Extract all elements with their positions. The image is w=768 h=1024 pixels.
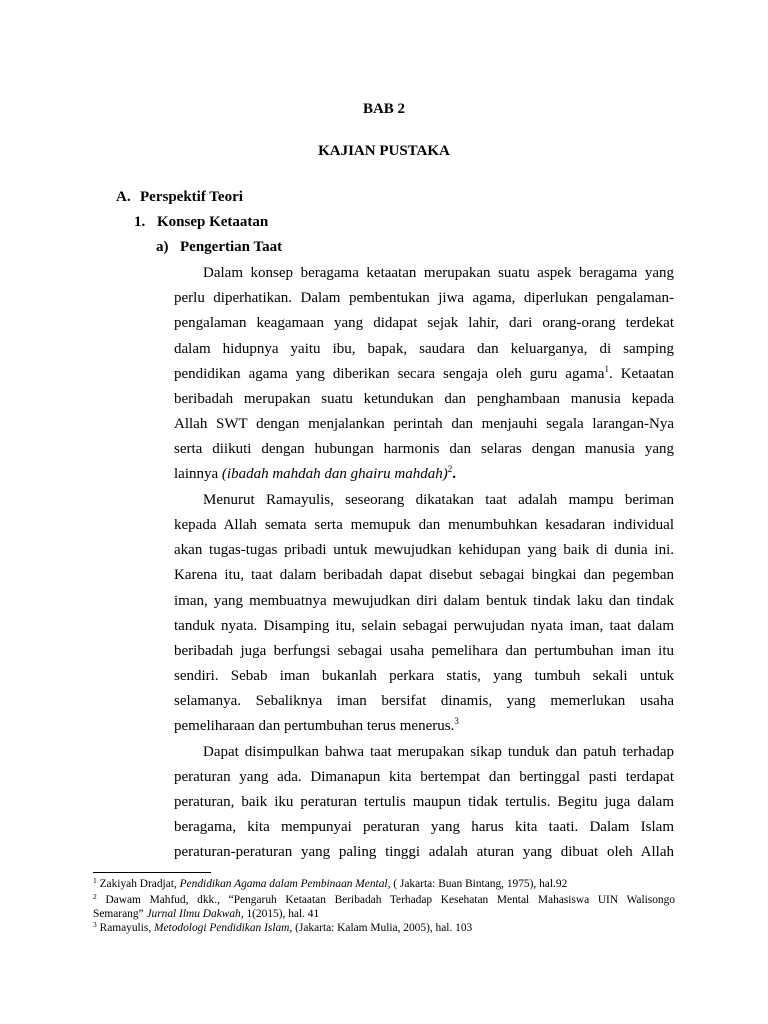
footnote-divider (93, 872, 211, 873)
text-line: Dapat disimpulkan bahwa taat merupakan sikap tunduk dan patuh terhadap (203, 744, 674, 760)
footnote-1: $^1$ Zakiyah Dradjat, Pendidikan Agama dalam Pembinaan Mental, ( Jakarta: Buan Bintang, 1975), hal.92 (93, 876, 568, 890)
text-line: pendidikan agama yang diberikan secara sengaja oleh guru agama$^1$. Ketaatan (174, 364, 674, 382)
text-line: tanduk nyata. Disamping itu, selain sebagai perwujudan nyata iman, taat dalam (174, 618, 674, 634)
subsection-label: 1. (134, 214, 146, 230)
text-line: Menurut Ramayulis, seseorang dikatakan taat adalah mampu beriman (203, 492, 674, 508)
text-line: peraturan, baik iku peraturan tertulis maupun tidak tertulis. Begitu juga dalam (174, 794, 674, 810)
text-line: beribadah juga berfungsi sebagai usaha pemelihara dan pertumbuhan iman itu (174, 643, 674, 659)
text-line: beragama, kita mempunyai peraturan yang harus kita taati. Dalam Islam (174, 819, 674, 835)
footnote-2-continued: Semarang” Jurnal Ilmu Dakwah, 1(2015), hal. 41 (93, 908, 320, 920)
text-line: perlu diperhatikan. Dalam pembentukan jiwa agama, diperlukan pengalaman- (174, 290, 674, 306)
text-line: selamanya. Sebaliknya iman bersifat dinamis, yang memerlukan usaha (174, 693, 674, 709)
chapter-heading: BAB 2 (362, 101, 406, 117)
text-line: lainnya (ibadah mahdah dan ghairu mahdah)$^2$. (174, 464, 456, 482)
subsection-heading-1 (134, 214, 268, 231)
text-line: sendiri. Sebab iman bukanlah perkara statis, yang tumbuh sekali untuk (174, 668, 674, 684)
chapter-title: KAJIAN PUSTAKA (318, 143, 450, 159)
text-line: beribadah merupakan suatu ketundukan dan penghambaan manusia kepada (174, 391, 674, 407)
text-line: dalam hidupnya yaitu ibu, bapak, saudara dan keluarganya, di samping (174, 341, 674, 357)
subsubsection-heading-a (156, 239, 282, 256)
text-line: Dalam konsep beragama ketaatan merupakan suatu aspek beragama yang (203, 265, 674, 281)
section-title: Perspektif Teori (140, 189, 243, 205)
text-line: Karena itu, taat dalam beribadah dapat disebut sebagai bingkai dan pegemban (174, 567, 674, 583)
section-label: A. (116, 189, 131, 205)
text-line: Allah SWT dengan menjalankan perintah dan menjauhi segala larangan-Nya (174, 416, 674, 432)
footnote-ref: 2 (447, 464, 453, 474)
subsubsection-label: a) (156, 239, 169, 255)
text-line: pengalaman keagamaan yang didapat sejak lahir, dari orang-orang terdekat (174, 315, 674, 331)
footnote-2: $^2$ Dawam Mahfud, dkk., “Pengaruh Ketaatan Beribadah Terhadap Kesehatan Mental Mahasiswa UIN Walisongo (93, 892, 675, 906)
subsubsection-title: Pengertian Taat (180, 239, 283, 255)
subsection-title: Konsep Ketaatan (157, 214, 269, 230)
text-line: serta diikuti dengan hubungan harmonis dan selaras dengan manusia yang (174, 441, 674, 457)
footnote-ref: 3 (454, 716, 459, 726)
section-heading-a (116, 189, 243, 206)
text-line: peraturan-peraturan yang paling tinggi adalah aturan yang dibuat oleh Allah (174, 844, 674, 860)
text-line: iman, yang membuatnya mewujudkan diri dalam bentuk tindak laku dan tindak (174, 593, 674, 609)
text-line: akan tugas-tugas pribadi untuk mewujudkan kehidupan yang baik di dunia ini. (174, 542, 674, 558)
text-line: pemeliharaan dan pertumbuhan terus menerus.$^3$ (174, 716, 459, 734)
footnote-ref: 1 (604, 364, 609, 374)
footnote-3: $^3$ Ramayulis, Metodologi Pendidikan Islam, (Jakarta: Kalam Mulia, 2005), hal. 103 (93, 920, 473, 934)
text-line: kepada Allah semata serta memupuk dan menumbuhkan kesadaran individual (174, 517, 674, 533)
text-line: peraturan yang ada. Dimanapun kita bertempat dan bertinggal pasti terdapat (174, 769, 674, 785)
